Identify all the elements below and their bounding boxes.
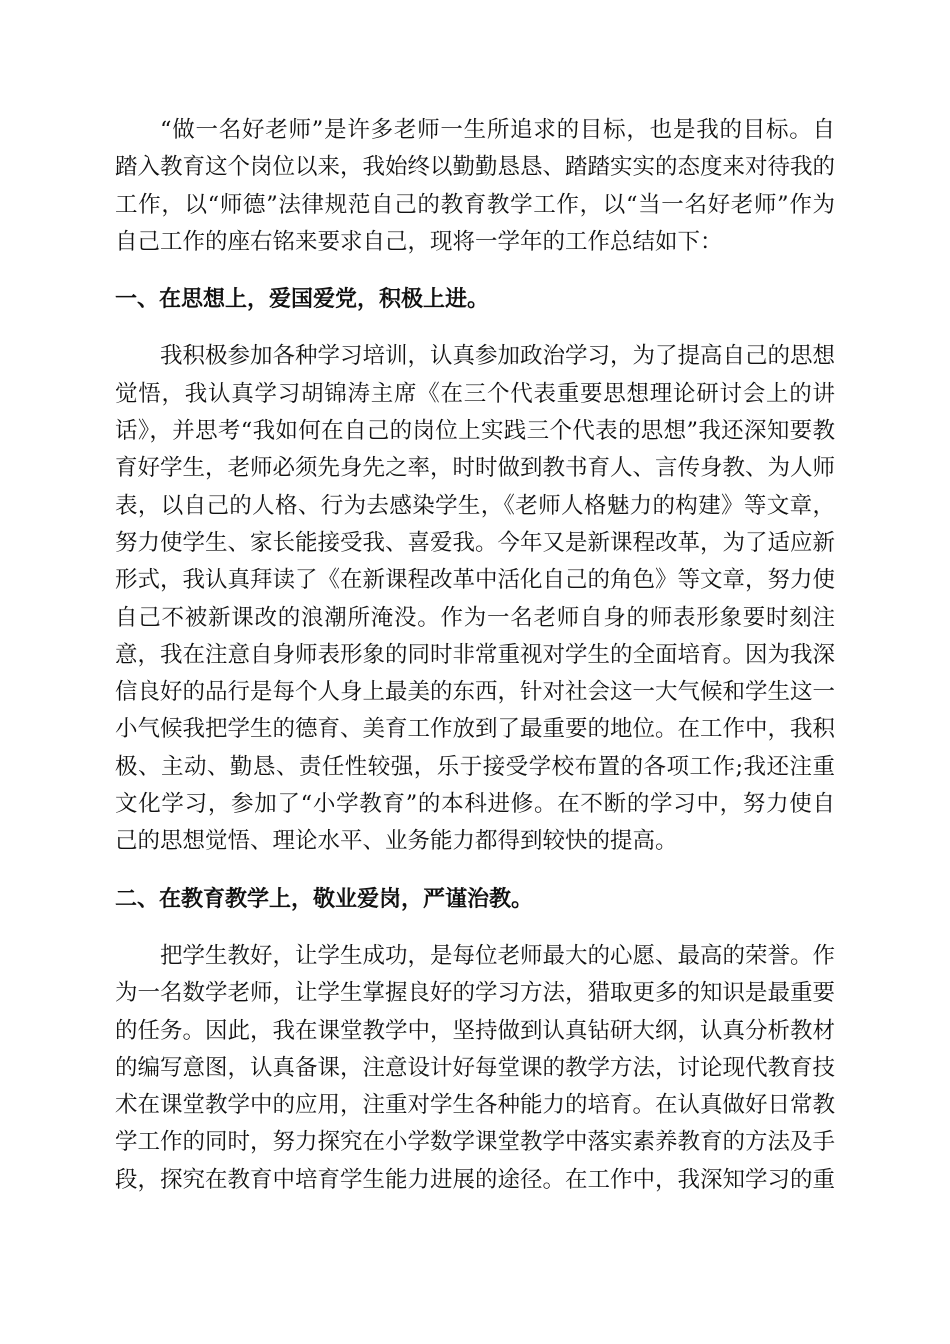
section-1-heading: 一、在思想上，爱国爱党，积极上进。 bbox=[115, 287, 490, 313]
section-2-paragraph: 把学生教好，让学生成功，是每位老师最大的心愿、最高的荣誉。作为一名数学老师，让学生掌握良好的学习方法，猎取更多的知识是最重要的任务。因此，我在课堂教学中，坚持做到认真钻研大纲，认真分析教材的编写意图，认真备课，注意设计好每堂课的教学方法，讨论现代教育技术在课堂教学中的应用，注重对学生各种能力的培育。在认真做好日常教学工作的同时，努力探究在小学数学课堂教学中落实素养教育的方法及手段，探究在教育中培育学生能力进展的途径。在工作中，我深知学习的重 bbox=[115, 942, 836, 1193]
section-2-heading: 二、在教育教学上，敬业爱岗，严谨治教。 bbox=[115, 886, 534, 912]
document-page bbox=[115, 112, 835, 1199]
intro-paragraph: “做一名好老师”是许多老师一生所追求的目标，也是我的目标。自踏入教育这个岗位以来，我始终以勤勤恳恳、踏踏实实的态度来对待我的工作，以“师德”法律规范自己的教育教学工作，以“当一名好老师”作为自己工作的座右铭来要求自己，现将一学年的工作总结如下： bbox=[115, 117, 836, 255]
section-1-paragraph: 我积极参加各种学习培训，认真参加政治学习，为了提高自己的思想觉悟，我认真学习胡锦涛主席《在三个代表重要思想理论研讨会上的讲话》，并思考“我如何在自己的岗位上实践三个代表的思想”我还深知要教育好学生，老师必须先身先之率，时时做到教书育人、言传身教、为人师表，以自己的人格、行为去感染学生，《老师人格魅力的构建》等文章，努力使学生、家长能接受我、喜爱我。今年又是新课程改革，为了适应新形式，我认真拜读了《在新课程改革中活化自己的角色》等文章，努力使自己不被新课改的浪潮所淹没。作为一名老师自身的师表形象要时刻注意，我在注意自身师表形象的同时非常重视对学生的全面培育。因为我深信良好的品行是每个人身上最美的东西，针对社会这一大气候和学生这一小气候我把学生的德育、美育工作放到了最重要的地位。在工作中，我积极、主动、勤恳、责任性较强，乐于接受学校布置的各项工作;我还注重文化学习，参加了“小学教育”的本科进修。在不断的学习中，努力使自己的思想觉悟、理论水平、业务能力都得到较快的提高。 bbox=[115, 343, 836, 855]
